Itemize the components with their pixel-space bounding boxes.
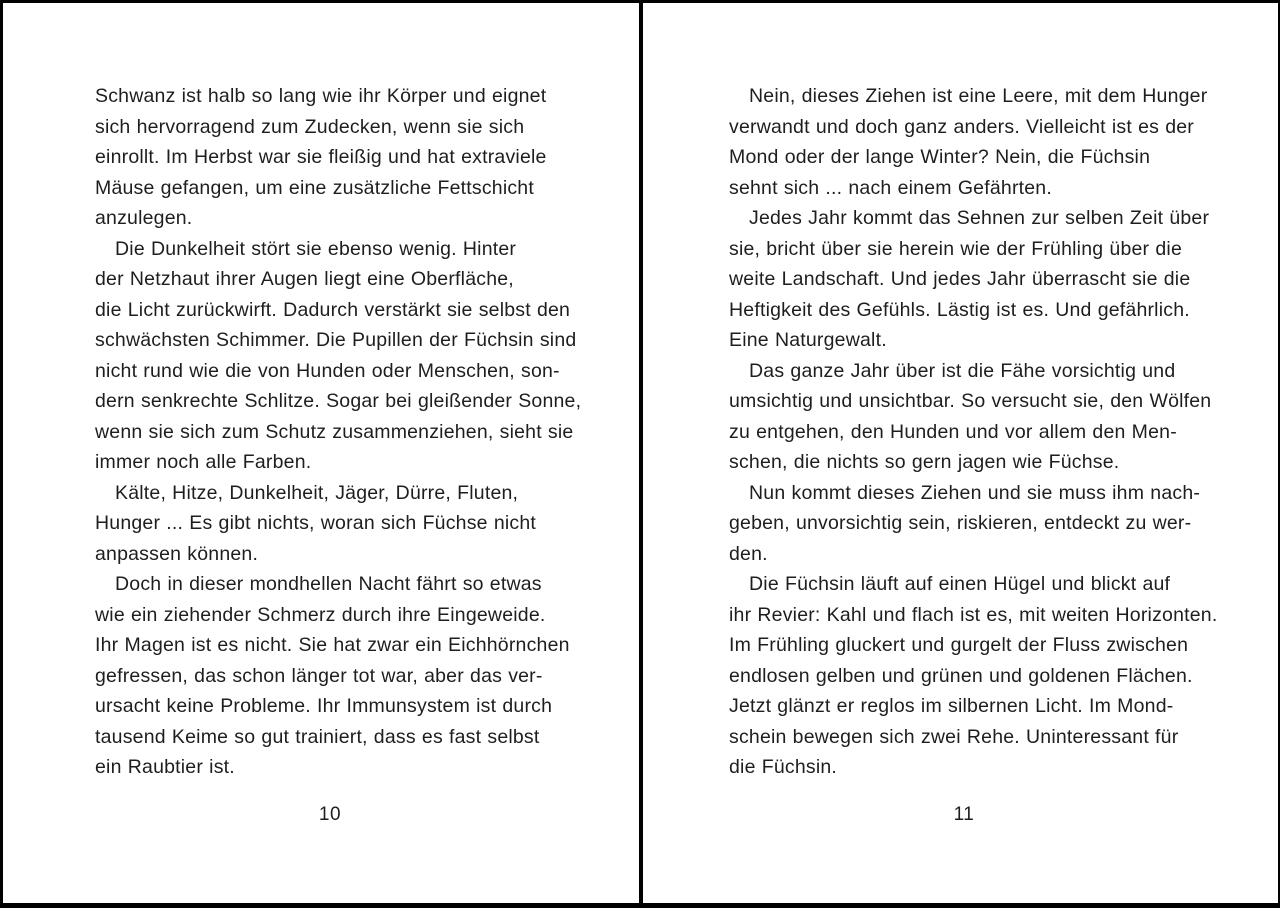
- text-line: schein bewegen sich zwei Rehe. Uninteressant für: [729, 725, 1179, 748]
- text-line: ein Raubtier ist.: [95, 756, 235, 778]
- text-line: die Füchsin.: [729, 756, 838, 778]
- text-line: Die Füchsin läuft auf einen Hügel und blickt auf: [749, 573, 1171, 595]
- text-line: Kälte, Hitze, Dunkelheit, Jäger, Dürre, Fluten,: [115, 481, 519, 504]
- text-line: Ihr Magen ist es nicht. Sie hat zwar ein Eichhörnchen: [95, 634, 570, 656]
- text-line: ihr Revier: Kahl und flach ist es, mit weiten Horizonten.: [729, 603, 1218, 626]
- text-line: Heftigkeit des Gefühls. Lästig ist es. Und gefährlich.: [729, 298, 1190, 321]
- text-line: Die Dunkelheit stört sie ebenso wenig. Hinter: [115, 237, 517, 260]
- text-line: weite Landschaft. Und jedes Jahr überrascht sie die: [729, 268, 1191, 290]
- text-line: Mond oder der lange Winter? Nein, die Füchsin: [729, 146, 1151, 168]
- text-line: endlosen gelben und grünen und goldenen Flächen.: [729, 664, 1193, 687]
- text-line: sie, bricht über sie herein wie der Frühling über die: [729, 237, 1182, 260]
- text-line: Das ganze Jahr über ist die Fähe vorsichtig und: [749, 359, 1176, 382]
- text-line: nicht rund wie die von Hunden oder Menschen, son-: [95, 359, 560, 382]
- text-line: einrollt. Im Herbst war sie fleißig und hat extraviele: [95, 146, 547, 168]
- text-line: immer noch alle Farben.: [95, 451, 312, 473]
- page-right-number: 11: [953, 804, 975, 825]
- text-line: Doch in dieser mondhellen Nacht fährt so etwas: [115, 573, 542, 595]
- text-line: schen, die nichts so gern jagen wie Füchse.: [729, 451, 1120, 473]
- text-line: sehnt sich ... nach einem Gefährten.: [729, 176, 1052, 199]
- text-line: geben, unvorsichtig sein, riskieren, entdeckt zu wer-: [729, 512, 1192, 534]
- page-right-text: [729, 81, 1218, 783]
- text-line: ursacht keine Probleme. Ihr Immunsystem ist durch: [95, 695, 553, 717]
- page-left-number: 10: [318, 804, 342, 825]
- text-line: Jetzt glänzt er reglos im silbernen Licht. Im Mond-: [729, 695, 1174, 717]
- text-line: zu entgehen, den Hunden und vor allem den Men-: [729, 420, 1177, 443]
- text-line: umsichtig und unsichtbar. So versucht sie, den Wölfen: [729, 390, 1212, 412]
- text-line: tausend Keime so gut trainiert, dass es fast selbst: [95, 725, 540, 748]
- text-line: Im Frühling gluckert und gurgelt der Fluss zwischen: [729, 634, 1189, 656]
- text-line: wenn sie sich zum Schutz zusammenziehen, sieht sie: [95, 420, 574, 443]
- text-line: wie ein ziehender Schmerz durch ihre Eingeweide.: [95, 603, 546, 626]
- text-line: gefressen, das schon länger tot war, aber das ver-: [95, 664, 543, 687]
- text-line: schwächsten Schimmer. Die Pupillen der Füchsin sind: [95, 329, 577, 351]
- text-line: Nun kommt dieses Ziehen und sie muss ihm nach-: [749, 481, 1201, 504]
- page-left: [0, 0, 639, 908]
- page-left-text: [95, 81, 582, 783]
- text-line: verwandt und doch ganz anders. Vielleicht ist es der: [729, 115, 1194, 138]
- text-line: anzulegen.: [95, 207, 193, 229]
- text-line: der Netzhaut ihrer Augen liegt eine Oberfläche,: [95, 268, 514, 290]
- text-line: den.: [729, 542, 768, 565]
- text-line: Hunger ... Es gibt nichts, woran sich Füchse nicht: [95, 512, 537, 534]
- spine-divider: [639, 0, 643, 908]
- text-line: anpassen können.: [95, 542, 259, 565]
- text-line: sich hervorragend zum Zudecken, wenn sie sich: [95, 115, 525, 138]
- text-line: Jedes Jahr kommt das Sehnen zur selben Zeit über: [749, 207, 1210, 229]
- text-line: dern senkrechte Schlitze. Sogar bei gleißender Sonne,: [95, 390, 582, 412]
- text-line: Mäuse gefangen, um eine zusätzliche Fettschicht: [95, 176, 534, 199]
- page-right: [643, 0, 1280, 908]
- text-line: Eine Naturgewalt.: [729, 329, 887, 351]
- text-line: Nein, dieses Ziehen ist eine Leere, mit dem Hunger: [749, 85, 1208, 107]
- text-line: die Licht zurückwirft. Dadurch verstärkt sie selbst den: [95, 298, 571, 321]
- text-line: Schwanz ist halb so lang wie ihr Körper und eignet: [95, 85, 547, 107]
